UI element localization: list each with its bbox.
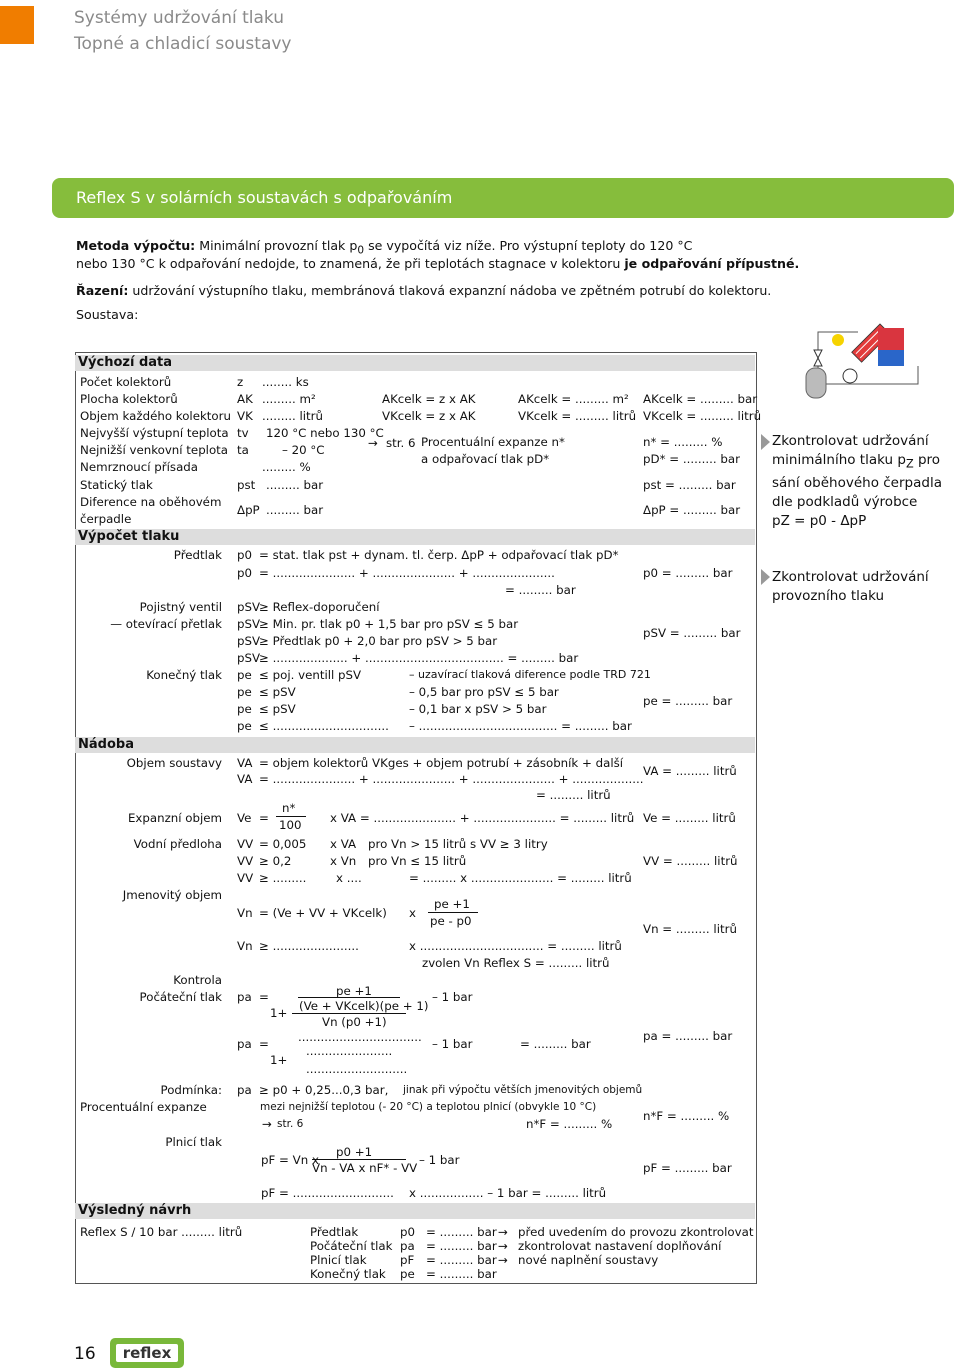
side-note-1-text-b: pro sání oběhového čerpadla dle podkladů výrobce — [772, 452, 942, 510]
nd-f1f: pF = ......... bar — [643, 1161, 732, 1175]
vn-reflex: Reflex S / 10 bar ......... litrů — [80, 1225, 243, 1239]
vt-p1b: = stat. tlak pst + dynam. tl. čerp. ΔpP + odpařovací tlak pD* — [259, 548, 619, 562]
nd-f2a: pF = ........................... — [261, 1186, 394, 1200]
vt-p2a: p0 — [237, 566, 252, 580]
razeni-label: Řazení: — [76, 283, 129, 298]
vd-r2d: AKcelk = z x AK — [382, 392, 476, 406]
vt-s1b: ≥ Reflex-doporučení — [259, 600, 380, 614]
nd-pocatecni: Počáteční tlak — [139, 990, 222, 1004]
expansion-vessel-icon — [806, 368, 826, 398]
brand-square — [0, 6, 34, 44]
nd-w2b: ≥ 0,2 — [259, 854, 292, 868]
nd-j2a: Vn — [237, 939, 253, 953]
nd-f1a: pF = Vn x — [261, 1153, 319, 1167]
nd-w2d: pro Vn ≤ 15 litrů — [368, 854, 467, 868]
nd-plnici: Plnicí tlak — [165, 1135, 222, 1149]
vd-r2a: Plocha kolektorů — [80, 392, 178, 406]
method-line2 — [76, 256, 799, 271]
fraction-bar — [312, 1159, 406, 1160]
nd-k1n: pe +1 — [336, 984, 372, 998]
vn-l3: Plnicí tlak — [310, 1253, 367, 1267]
nd-f1d: Vn - VA x nF* - VV — [312, 1161, 418, 1175]
vd-r8c: ......... bar — [266, 503, 324, 517]
vt-e3a: pe — [237, 702, 252, 716]
nd-x1a: Ve — [237, 811, 252, 825]
vt-e4b: ≤ ............................... — [259, 719, 389, 733]
vt-s4a: pSV — [237, 651, 261, 665]
nd-pm-c: jinak při výpočtu větších jmenovitých objemů — [403, 1084, 643, 1096]
nd-j3: zvolen Vn Reflex S = ......... litrů — [422, 956, 610, 970]
razeni-line — [76, 283, 771, 298]
nd-o3f: VA = ......... litrů — [643, 764, 737, 778]
vd-r7b: pst — [237, 478, 256, 492]
vn-m3: pF — [400, 1253, 415, 1267]
logo-text: reflex — [116, 1344, 178, 1362]
method-sub: 0 — [357, 244, 365, 257]
vd-r8f: ΔpP = ......... bar — [643, 503, 741, 517]
nd-k1plus: 1+ — [270, 1006, 288, 1020]
vd-r4c: 120 °C nebo 130 °C — [266, 426, 384, 440]
vt-predtlak: Předtlak — [173, 548, 222, 562]
vd-r7f: pst = ......... bar — [643, 478, 736, 492]
vn-n1: před uvedením do provozu zkontrolovat — [518, 1225, 754, 1239]
vd-r7a: Statický tlak — [80, 478, 153, 492]
nd-k1b: = — [259, 990, 269, 1004]
arrow-icon-2: → — [262, 1117, 272, 1131]
vd-r1b: z — [237, 375, 244, 389]
vd-r8a: Diference na oběhovém — [80, 495, 222, 509]
nd-podminka: Podmínka: — [160, 1083, 222, 1097]
vn-v4: = ......... bar — [426, 1267, 497, 1281]
nd-k2a: pa — [237, 1037, 252, 1051]
vd-r6c: ......... % — [262, 460, 311, 474]
section-vypocet: Výpočet tlaku — [78, 529, 180, 544]
section-vychozi: Výchozí data — [78, 355, 173, 370]
arrow-icon-4: → — [498, 1239, 508, 1253]
vn-v3: = ......... bar — [426, 1253, 497, 1267]
vt-e2c: – 0,5 bar pro pSV ≤ 5 bar — [409, 685, 559, 699]
fraction-bar — [276, 816, 306, 817]
vt-p2b: = ...................... + ...................... + ...................... — [259, 566, 555, 580]
nd-x1b: = — [259, 811, 269, 825]
nd-o1b: = objem kolektorů VKges + objem potrubí + zásobník + další — [259, 756, 624, 770]
triangle-icon — [761, 569, 770, 585]
vt-s3a: pSV — [237, 634, 261, 648]
vd-r2f: AKcelk = ......... bar — [643, 392, 758, 406]
vt-s4b: ≥ .................... + ..................................... = ......... bar — [259, 651, 579, 665]
vt-p2c: = ......... bar — [505, 583, 576, 597]
side-note-1-formula: pZ = p0 - ΔpP — [772, 512, 867, 529]
vd-r1a: Počet kolektorů — [80, 375, 172, 389]
nd-w3c: x .... — [336, 871, 362, 885]
method-text2: se vypočítá viz níže. Pro výstupní teploty do 120 °C — [368, 238, 693, 253]
vd-r3c: ......... litrů — [262, 409, 324, 423]
vn-l2: Počáteční tlak — [310, 1239, 393, 1253]
nd-objem: Objem soustavy — [126, 756, 222, 770]
nd-pm-a: pa — [237, 1083, 252, 1097]
nd-w2f: VV = ......... litrů — [643, 854, 738, 868]
vd-r3b: VK — [237, 409, 253, 423]
vt-e3b: ≤ pSV — [259, 702, 296, 716]
vd-r4f: n* = ......... % — [643, 435, 723, 449]
nd-k2c: – 1 bar — [432, 1037, 473, 1051]
nd-k2plus: 1+ — [270, 1053, 288, 1067]
section-vysledny: Výsledný návrh — [78, 1203, 192, 1218]
vn-v2: = ......... bar — [426, 1239, 497, 1253]
vd-r5a: Nejnižší venkovní teplota — [80, 443, 229, 457]
nd-j1n: pe +1 — [434, 897, 470, 911]
side-note-1-text: Zkontrolovat udržování minimálního tlaku p — [772, 433, 929, 468]
nd-pm-b: ≥ p0 + 0,25...0,3 bar, — [259, 1083, 389, 1097]
vd-r5b: ta — [237, 443, 249, 457]
section-bar-nadoba — [75, 737, 755, 753]
nd-w1b: = 0,005 — [259, 837, 307, 851]
vt-e1a: pe — [237, 668, 252, 682]
vd-r5e: a odpařovací tlak pD* — [421, 452, 550, 466]
nd-k2f: pa = ......... bar — [643, 1029, 733, 1043]
side-note-1-sub: Z — [905, 457, 914, 471]
vt-s2a: pSV — [237, 617, 261, 631]
nd-w3a: VV — [237, 871, 254, 885]
method-label: Metoda výpočtu: — [76, 238, 196, 253]
fraction-bar — [428, 912, 478, 913]
vd-r4e: Procentuální expanze n* — [421, 435, 565, 449]
razeni-text: udržování výstupního tlaku, membránová tlaková expanzní nádoba ve zpětném potrubí do kolektoru. — [132, 283, 772, 298]
nd-j2b: ≥ ....................... — [259, 939, 359, 953]
nd-w3b: ≥ ......... — [259, 871, 307, 885]
method-text: Minimální provozní tlak p — [199, 238, 358, 253]
nd-w1a: VV — [237, 837, 254, 851]
nd-f2c: x ................. – 1 bar = ......... litrů — [409, 1186, 607, 1200]
vt-e4a: pe — [237, 719, 252, 733]
vd-r3d: VKcelk = z x AK — [382, 409, 476, 423]
nd-j2c: x ................................. = ......... litrů — [409, 939, 622, 953]
arrow-icon-5: → — [498, 1253, 508, 1267]
nd-pr1: mezi nejnižší teplotou (- 20 °C) a teplotou plnicí (obvykle 10 °C) — [260, 1101, 597, 1113]
vt-e3c: – 0,1 bar x pSV > 5 bar — [409, 702, 547, 716]
nd-j1f: Vn = ......... litrů — [643, 922, 737, 936]
side-note-2: Zkontrolovat udržování provozního tlaku — [772, 569, 929, 604]
method-line2a: nebo 130 °C k odpařování nedojde, to znamená, že při teplotách stagnace v kolektoru — [76, 256, 621, 271]
vd-r3a: Objem každého kolektoru — [80, 409, 231, 423]
vt-s1a: pSV — [237, 600, 261, 614]
nd-k1d: (Ve + VKcelk)(pe + 1) — [299, 999, 429, 1013]
nd-w2c: x Vn — [330, 854, 357, 868]
nd-w2a: VV — [237, 854, 254, 868]
vd-r3e: VKcelk = ......... litrů — [518, 409, 637, 423]
vn-m2: pa — [400, 1239, 415, 1253]
soustava-label: Soustava: — [76, 307, 139, 322]
vd-r8b: ΔpP — [237, 503, 260, 517]
nd-k1a: pa — [237, 990, 252, 1004]
vd-r1c: ........ ks — [262, 375, 309, 389]
nd-k2e: ........................... — [306, 1062, 408, 1076]
vd-r2c: ......... m² — [262, 392, 316, 406]
vt-e3f: pe = ......... bar — [643, 694, 733, 708]
vn-v1: = ......... bar — [426, 1225, 497, 1239]
vt-s3f: pSV = ......... bar — [643, 626, 741, 640]
nd-x1n: n* — [282, 801, 296, 815]
vt-poj1: Pojistný ventil — [139, 600, 222, 614]
nd-w1c: x VA — [330, 837, 357, 851]
nd-f1n: p0 +1 — [336, 1145, 373, 1159]
reflex-logo — [110, 1338, 184, 1368]
vd-r6a: Nemrznoucí přísada — [80, 460, 199, 474]
nd-x1f: Ve = ......... litrů — [643, 811, 736, 825]
nd-kontrola: Kontrola — [173, 973, 222, 987]
nd-expanzni: Expanzní objem — [127, 811, 222, 825]
nd-jmen: Jmenovitý objem — [122, 888, 222, 902]
vt-konecny: Konečný tlak — [146, 668, 222, 682]
page-number: 16 — [74, 1344, 96, 1364]
vd-r2e: AKcelk = ......... m² — [518, 392, 629, 406]
vt-p2f: p0 = ......... bar — [643, 566, 733, 580]
sun-icon — [832, 334, 844, 346]
nd-x1d: 100 — [279, 818, 302, 832]
vd-r8a2: čerpadle — [80, 512, 132, 526]
vn-n2: zkontrolovat nastavení doplňování — [518, 1239, 722, 1253]
nd-proc: Procentuální expanze — [80, 1100, 207, 1114]
vd-r3f: VKcelk = ......... litrů — [643, 409, 762, 423]
triangle-icon — [761, 434, 770, 450]
nd-k1e: Vn (p0 +1) — [322, 1015, 387, 1029]
vn-l4: Konečný tlak — [310, 1267, 386, 1281]
section-banner — [52, 178, 954, 218]
nd-j1c: x — [409, 906, 416, 920]
nd-w3d: = ......... x ...................... = ......... litrů — [409, 871, 632, 885]
arrow-icon-3: → — [498, 1225, 508, 1239]
nd-k1c: – 1 bar — [432, 990, 473, 1004]
vd-r4d: str. 6 — [386, 436, 416, 450]
header-line2: Topné a chladicí soustavy — [74, 34, 292, 54]
nd-j1b: = (Ve + VV + VKcelk) — [259, 906, 387, 920]
vt-s2b: ≥ Min. pr. tlak p0 + 1,5 bar pro pSV ≤ 5 bar — [259, 617, 519, 631]
vn-l1: Předtlak — [310, 1225, 359, 1239]
vn-n3: nové naplnění soustavy — [518, 1253, 659, 1267]
nd-pr2: str. 6 — [277, 1118, 304, 1130]
vt-poj2: — otevírací přetlak — [110, 617, 222, 631]
solar-system-diagram — [798, 322, 928, 402]
vd-r2b: AK — [237, 392, 253, 406]
nd-o2b: = ...................... + ...................... + ...................... + ................... — [259, 772, 644, 786]
method-line2b: je odpařování přípustné. — [624, 256, 800, 271]
nd-f1c: – 1 bar — [419, 1153, 460, 1167]
vt-e2b: ≤ pSV — [259, 685, 296, 699]
vt-e1c: – uzavírací tlaková diference podle TRD 721 — [409, 668, 651, 681]
vt-e4c: – ..................................... = ......... bar — [409, 719, 632, 733]
nd-k2g: = ......... bar — [520, 1037, 591, 1051]
nd-vodni: Vodní předloha — [133, 837, 222, 851]
nd-j1a: Vn — [237, 906, 253, 920]
vd-r5c: – 20 °C — [282, 443, 325, 457]
pump-icon — [843, 369, 857, 383]
vt-e1b: ≤ poj. ventill pSV — [259, 668, 362, 682]
vn-m4: pe — [400, 1267, 415, 1281]
vt-p1a: p0 — [237, 548, 252, 562]
nd-j1d: pe - p0 — [430, 914, 472, 928]
vd-r4b: tv — [237, 426, 249, 440]
method-line — [76, 238, 692, 257]
banner-title: Reflex S v solárních soustavách s odpařováním — [76, 188, 453, 207]
section-bar-vychozi — [75, 355, 755, 371]
vd-r5f: pD* = ......... bar — [643, 452, 740, 466]
nd-x1c: x VA = ...................... + ...................... = ......... litrů — [330, 811, 635, 825]
nd-k2b: = — [259, 1037, 269, 1051]
vd-r4a: Nejvyšší výstupní teplota — [80, 426, 229, 440]
header-line1: Systémy udržování tlaku — [74, 8, 285, 28]
nd-w1d: pro Vn > 15 litrů s VV ≥ 3 litry — [368, 837, 548, 851]
vt-e2a: pe — [237, 685, 252, 699]
arrow-icon: → — [368, 436, 378, 450]
vt-s3b: ≥ Předtlak p0 + 2,0 bar pro pSV > 5 bar — [259, 634, 498, 648]
nd-prf: n*F = ......... % — [643, 1109, 730, 1123]
nd-pr3: n*F = ......... % — [526, 1117, 613, 1131]
nd-k2m: ....................... — [306, 1044, 393, 1058]
vn-m1: p0 — [400, 1225, 415, 1239]
section-nadoba: Nádoba — [78, 737, 134, 752]
fraction-bar — [298, 997, 400, 998]
nd-o1a: VA — [237, 756, 253, 770]
nd-k2n: ................................. — [298, 1030, 422, 1044]
vd-r7c: ......... bar — [266, 478, 324, 492]
nd-o3: = ......... litrů — [536, 788, 611, 802]
side-note-1 — [772, 432, 960, 531]
fraction-bar — [292, 1013, 406, 1014]
nd-o2a: VA — [237, 772, 253, 786]
